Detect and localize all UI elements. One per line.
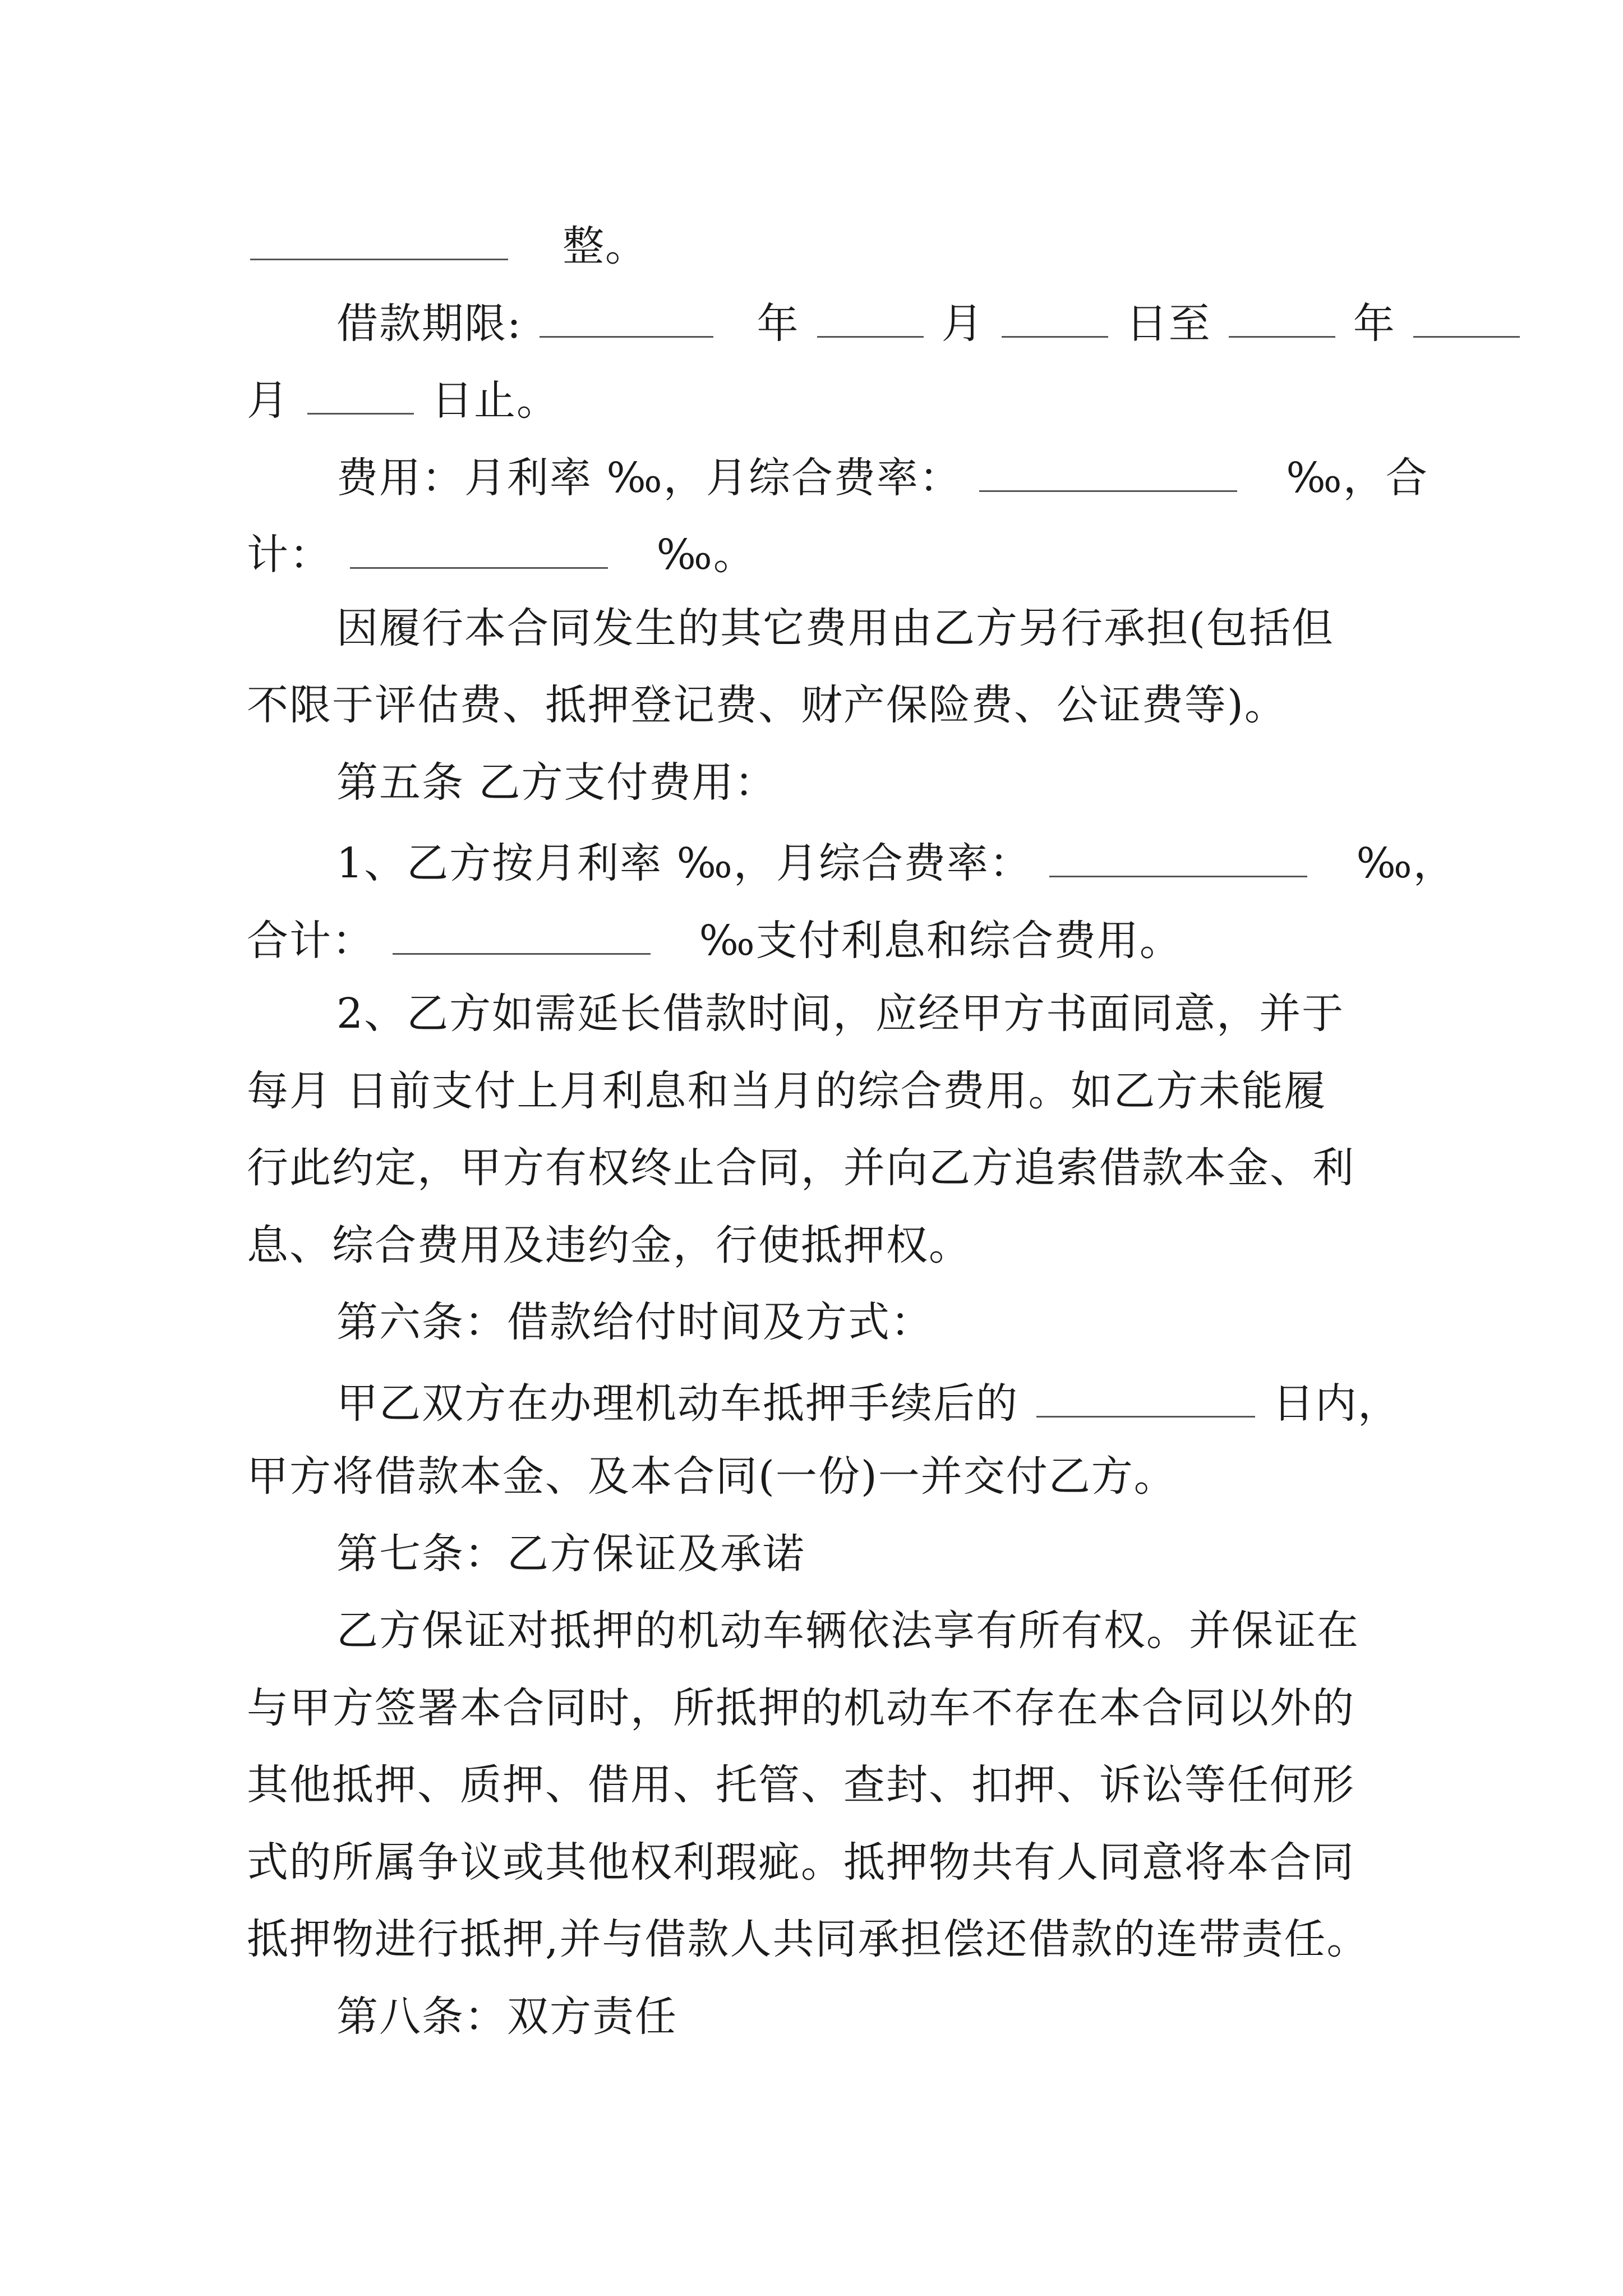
- fee-line: [336, 453, 1428, 502]
- paragraph-line: 其他抵押、质押、借用、托管、查封、扣押、诉讼等任何形: [247, 1761, 1355, 1809]
- paragraph-line: 因履行本合同发生的其它费用由乙方另行承担(包括但: [336, 604, 1334, 652]
- text: 日止。: [431, 376, 560, 425]
- loan-term-line: [336, 299, 1523, 348]
- text: 借款期限:: [336, 300, 522, 348]
- text: 月: [247, 376, 289, 425]
- paragraph-line: 不限于评估费、抵押登记费、财产保险费、公证费等)。: [247, 681, 1287, 729]
- loan-amount-line: [247, 222, 648, 270]
- text: 费用：月利率 ‰，月综合费率：: [336, 454, 962, 502]
- end-day-blank[interactable]: [307, 376, 414, 415]
- text: 甲乙双方在办理机动车抵押手续后的: [336, 1379, 1018, 1428]
- text: ‰。: [656, 531, 756, 579]
- article-heading: 第七条：乙方保证及承诺: [336, 1530, 805, 1578]
- paragraph-line: 甲方将借款本金、及本合同(一份)一并交付乙方。: [247, 1452, 1177, 1501]
- paragraph-line: 息、综合费用及违约金，行使抵押权。: [247, 1221, 971, 1269]
- amount-blank[interactable]: [250, 222, 508, 260]
- payment-rate-blank[interactable]: [1049, 839, 1307, 877]
- paragraph-line: 行此约定，甲方有权终止合同，并向乙方追索借款本金、利: [247, 1144, 1355, 1192]
- start-year-blank[interactable]: [540, 299, 713, 338]
- text: 整。: [562, 222, 648, 270]
- fee-total-line: [247, 530, 756, 579]
- start-day-blank[interactable]: [1002, 299, 1108, 338]
- end-year-blank[interactable]: [1229, 299, 1335, 338]
- paragraph-line: 每月 日前支付上月利息和当月的综合费用。如乙方未能履: [247, 1067, 1327, 1115]
- payment-total-line: [247, 916, 1182, 965]
- article-heading: 第六条：借款给付时间及方式：: [336, 1298, 933, 1346]
- text: 月: [941, 300, 984, 348]
- start-month-blank[interactable]: [817, 299, 924, 338]
- payment-line: [336, 839, 1456, 887]
- text: ‰，合: [1286, 454, 1428, 502]
- delivery-line: [336, 1379, 1401, 1428]
- payment-total-blank[interactable]: [393, 916, 651, 955]
- text: 年: [1353, 300, 1396, 348]
- paragraph-line: 式的所属争议或其他权利瑕疵。抵押物共有人同意将本合同: [247, 1838, 1355, 1887]
- text: 1、乙方按月利率 ‰，月综合费率：: [336, 839, 1032, 887]
- text: 计：: [247, 531, 332, 579]
- loan-term-end-line: [247, 376, 560, 425]
- text: 日至: [1126, 300, 1211, 348]
- article-heading: 第五条 乙方支付费用：: [336, 758, 777, 807]
- article-heading: 第八条：双方责任: [336, 1993, 677, 2041]
- paragraph-line: 乙方保证对抵押的机动车辆依法享有所有权。并保证在: [336, 1607, 1359, 1655]
- paragraph-line: 2、乙方如需延长借款时间，应经甲方书面同意，并于: [336, 990, 1345, 1038]
- text: 年: [757, 300, 800, 348]
- fee-total-blank[interactable]: [350, 530, 608, 569]
- text: ‰，: [1356, 839, 1456, 887]
- fee-rate-blank[interactable]: [979, 453, 1237, 492]
- paragraph-line: 抵押物进行抵押,并与借款人共同承担偿还借款的连带责任。: [247, 1915, 1370, 1963]
- text: 日内，: [1272, 1379, 1401, 1428]
- text: 合计：: [247, 917, 375, 965]
- delivery-days-blank[interactable]: [1036, 1379, 1255, 1418]
- end-month-blank[interactable]: [1413, 299, 1520, 338]
- paragraph-line: 与甲方签署本合同时，所抵押的机动车不存在本合同以外的: [247, 1684, 1355, 1732]
- text: ‰支付利息和综合费用。: [699, 917, 1182, 965]
